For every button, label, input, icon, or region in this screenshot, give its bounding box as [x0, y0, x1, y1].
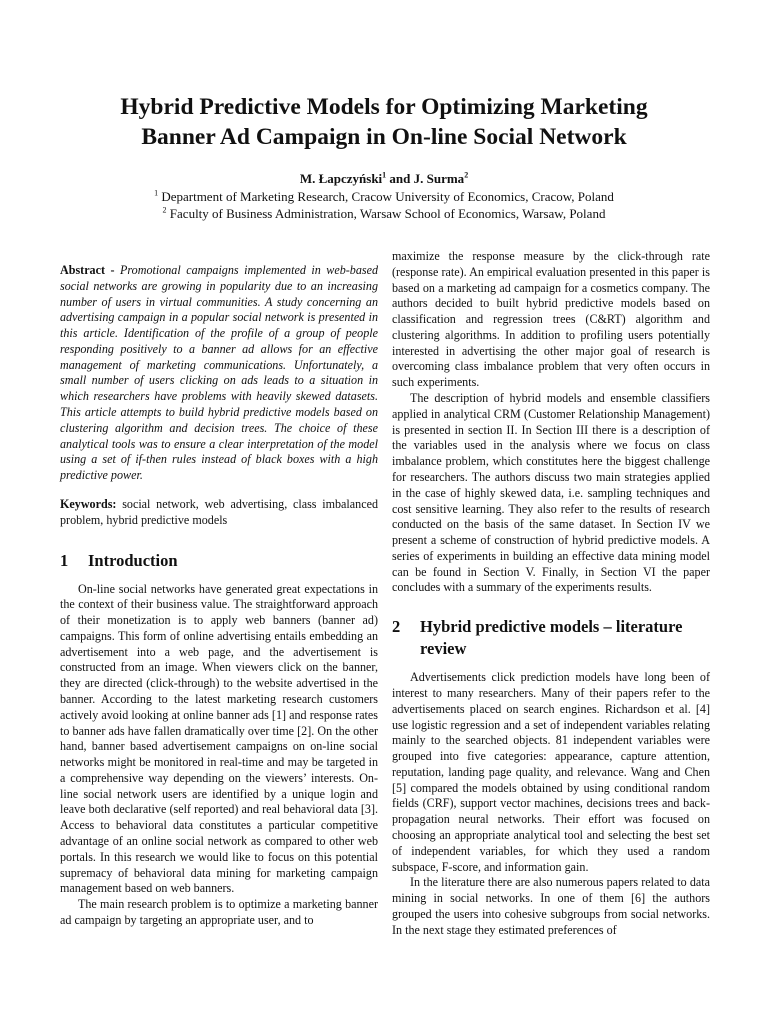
author-1: M. Łapczyński [299, 171, 383, 186]
affiliation-2-sup: 2 [162, 205, 167, 215]
section-2-title: Hybrid predictive models – literature review [420, 617, 683, 659]
section-2-number: 2 [392, 617, 401, 637]
keywords [60, 497, 378, 529]
affiliation-2 [0, 205, 768, 222]
section-1-number: 1 [60, 550, 69, 570]
title-line-2: Banner Ad Campaign in On-line Social Network [141, 124, 627, 150]
author-2-sup: 2 [464, 170, 469, 180]
author-2: J. Surma [413, 171, 465, 186]
affiliation-1-text: Department of Marketing Research, Cracow University of Economics, Cracow, Poland [158, 189, 614, 204]
abstract-text: Promotional campaigns implemented in web-based social networks are growing in popularity due to an increasing number of users in virtual communities. A study concerning an advertising campaign in a popular social network is presented in this article. Identification of the profile of a group of people responding positively to a banner ad allows for an effective management of marketing communications. Unfortunately, a small number of users clicking on ads leads to a situation in which researchers have problems with heavily skewed datasets. This article attempts to build hybrid predictive models based on clustering algorithm and decision trees. The choice of these analytical tools was to ensure a clear interpretation of the model using a set of if-then rules instead of black boxes with a high predictive power. [60, 263, 378, 483]
paper-title [60, 92, 708, 152]
keywords-label: Keywords: [60, 496, 117, 511]
intro-paragraph-2-continued: maximize the response measure by the click-through rate (response rate). An empirical evaluation presented in this paper is based on a marketing ad campaign for a cosmetics company. The authors decided to built hybrid predictive models based on classification and regression trees (C&RT) algorithm and clustering algorithms. In addition to profiling users potentially interested in advertising the other major goal of research is overcoming class imbalance problem that very often occurs in such experiments. [392, 249, 710, 390]
author-1-sup: 1 [382, 170, 387, 180]
title-line-1: Hybrid Predictive Models for Optimizing Marketing [120, 94, 648, 120]
intro-paragraph-2: The main research problem is to optimize a marketing banner ad campaign by targeting an appropriate user, and to [60, 897, 378, 927]
right-column [392, 249, 710, 938]
keywords-text: social network, web advertising, class imbalanced problem, hybrid predictive models [60, 496, 378, 527]
lit-review-paragraph-1: Advertisements click prediction models have long been of interest to many researchers. Many of their papers refer to the advertisements placed on search engines. Richardson et al. [4] use logistic regression and a set of independent variables relating mainly to the searched objects. 81 independent variables were grouped into five categories: appearance, capture attention, reputation, landing page quality, and relevance. Wang and Chen [5] compared the models obtained by using conditional random fields (CRF), support vector machines, decisions trees and back-propagation neural networks. Their effort was focused on choosing an appropriate analytical tool and selecting the best set of independent variables, for which they used a random subspace, F-score, and information gain. [392, 670, 710, 874]
affiliation-1 [0, 188, 768, 205]
section-2-heading [392, 616, 710, 660]
intro-paragraph-3: The description of hybrid models and ensemble classifiers applied in analytical CRM (Customer Relationship Management) is presented in section II. In Section III there is a description of the variables used in the analysis where we focus on class imbalance problem, which constitutes here the biggest challenge for researchers. The authors discuss two main strategies applied in the case of highly skewed data, i.e. sampling techniques and cost sensitive learning. They also refer to the results of research conducted on the basis of the same dataset. In Section IV we present a scheme of construction of hybrid predictive models. A series of experiments in building an effective data mining model can be found in Section V. Finally, in Section VI the paper concludes with a summary of the experiments results. [392, 391, 710, 595]
lit-review-paragraph-2: In the literature there are also numerous papers related to data mining in social networks. In one of them [6] the authors grouped the users into cohesive subgroups from social networks. In the next stage they estimated preferences of [392, 875, 710, 937]
author-connector: and [386, 171, 414, 186]
abstract [60, 263, 378, 484]
authors-line [0, 170, 768, 188]
affiliation-2-text: Faculty of Business Administration, Warsaw School of Economics, Warsaw, Poland [166, 206, 606, 221]
left-column [60, 263, 378, 929]
section-1-heading [60, 550, 378, 572]
abstract-label: Abstract - [60, 263, 121, 277]
affiliation-1-sup: 1 [154, 188, 159, 198]
section-1-title: Introduction [88, 550, 178, 570]
intro-paragraph-1: On-line social networks have generated great expectations in the context of their business value. The straightforward approach of their monetization is to apply web banners (banner ad) campaigns. This form of online advertising entails embedding an advertisement into a web page, and the advertisement is constructed from an image. When viewers click on the banner, they are directed (click-through) to the website advertised in the banner. According to the latest marketing research customers actively avoid looking at online banner ads [1] and response rates to banner ads have fallen dramatically over time [2]. On the other hand, banner based advertisement campaigns on on-line social networks might be monitored in real-time and may be targeted in a comprehensive way depending on the viewers’ interests. On-line social network users are identified by a unique login and leave both declarative (self reported) and real behavioral data [3]. Access to behavioral data constitutes a particular competitive advantage of an online social network as compared to other web portals. In this research we would like to focus on this potential supremacy of behavioral data mining for marketing campaign management based on web banners. [60, 581, 378, 896]
